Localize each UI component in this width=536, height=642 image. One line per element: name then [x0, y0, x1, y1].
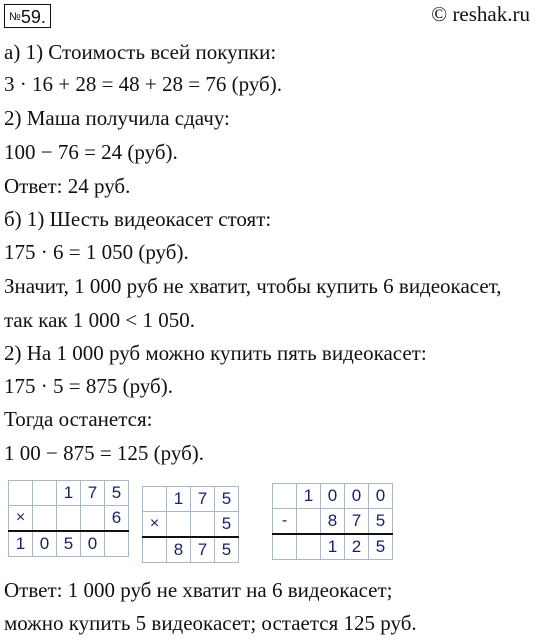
text-line-5: Ответ: 24 руб.	[4, 174, 131, 198]
calc-multiply-5	[142, 486, 239, 563]
digit-cell: 0	[369, 484, 393, 509]
digit-cell: 5	[369, 509, 393, 535]
digit-cell: 5	[215, 512, 239, 538]
digit-cell: 1	[9, 531, 33, 557]
digit-cell: 2	[345, 534, 369, 560]
digit-cell: 0	[33, 531, 57, 557]
digit-cell: 7	[191, 487, 215, 512]
answer-line-2: можно купить 5 видеокасет; остается 125 руб.	[4, 611, 417, 635]
digit-cell: 5	[57, 531, 81, 557]
digit-cell: 7	[191, 537, 215, 563]
problem-number-badge	[4, 4, 51, 28]
digit-cell: 0	[321, 484, 345, 509]
digit-cell: 8	[167, 537, 191, 563]
digit-cell	[9, 481, 33, 506]
text-line-2: 3 · 16 + 28 = 48 + 28 = 76 (руб).	[4, 72, 282, 96]
digit-cell	[143, 537, 167, 563]
digit-cell	[191, 512, 215, 538]
digit-cell: 1	[57, 481, 81, 506]
text-line-10: 2) На 1 000 руб можно купить пять видеокасет:	[4, 341, 427, 365]
digit-cell: 6	[105, 506, 129, 532]
digit-cell	[273, 484, 297, 509]
minus-sign: -	[273, 509, 297, 535]
text-line-12: Тогда останется:	[4, 407, 153, 431]
text-line-6: б) 1) Шесть видеокасет стоят:	[4, 207, 272, 231]
digit-cell: 1	[167, 487, 191, 512]
digit-cell	[105, 531, 129, 557]
digit-cell: 5	[369, 534, 393, 560]
digit-cell	[57, 506, 81, 532]
digit-cell: 5	[105, 481, 129, 506]
calc-subtract	[272, 483, 393, 560]
digit-cell: 5	[215, 487, 239, 512]
digit-cell: 1	[321, 534, 345, 560]
digit-cell	[273, 534, 297, 560]
digit-cell: 0	[81, 531, 105, 557]
problem-number: 59.	[20, 7, 46, 27]
digit-cell	[81, 506, 105, 532]
watermark: © reshak.ru	[431, 2, 530, 26]
multiply-sign: ×	[143, 512, 167, 538]
digit-cell	[297, 509, 321, 535]
text-line-11: 175 · 5 = 875 (руб).	[4, 374, 173, 398]
digit-cell: 0	[345, 484, 369, 509]
text-line-4: 100 − 76 = 24 (руб).	[4, 140, 178, 164]
digit-cell: 7	[81, 481, 105, 506]
digit-cell	[33, 506, 57, 532]
text-line-13: 1 00 − 875 = 125 (руб).	[4, 441, 205, 465]
text-line-8: Значит, 1 000 руб не хватит, чтобы купить 6 видеокасет,	[4, 274, 502, 298]
multiply-sign: ×	[9, 506, 33, 532]
text-line-1: а) 1) Стоимость всей покупки:	[4, 40, 277, 64]
digit-cell: 7	[345, 509, 369, 535]
text-line-7: 175 · 6 = 1 050 (руб).	[4, 240, 189, 264]
digit-cell: 1	[297, 484, 321, 509]
digit-cell	[143, 487, 167, 512]
digit-cell: 8	[321, 509, 345, 535]
digit-cell: 5	[215, 537, 239, 563]
text-line-3: 2) Маша получила сдачу:	[4, 106, 230, 130]
number-sign: №	[9, 11, 21, 23]
calc-multiply-6	[8, 480, 129, 557]
digit-cell	[167, 512, 191, 538]
answer-line-1: Ответ: 1 000 руб не хватит на 6 видеокасет;	[4, 578, 393, 602]
digit-cell	[297, 534, 321, 560]
text-line-9: так как 1 000 < 1 050.	[4, 308, 195, 332]
digit-cell	[33, 481, 57, 506]
